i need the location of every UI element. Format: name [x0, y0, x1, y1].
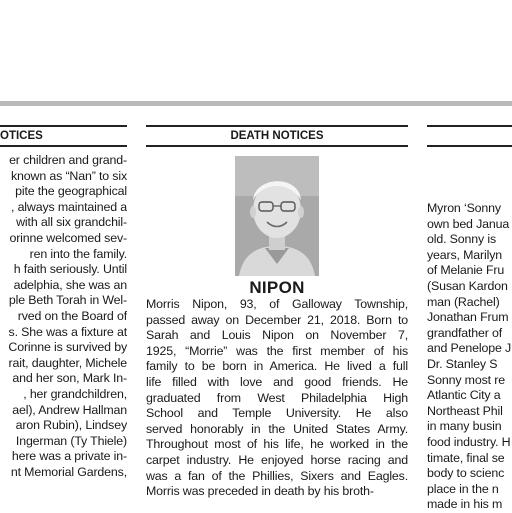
left-column-text-line: and her son, Mark In- — [12, 371, 127, 386]
right-column-text-line: man (Rachel) — [427, 294, 500, 309]
obituary-text-line: Morris was preceded in death by his broth- — [146, 484, 374, 499]
obituary-text-line: Sarah and Louis Nipon on November 7, — [146, 328, 408, 343]
obituary-text-line: passed away on December 21, 2018. Born to — [146, 312, 408, 327]
left-column — [0, 125, 127, 480]
obituary-text-line: family to be born in America. He lived a full — [146, 359, 408, 374]
right-column-text-line: old. Sonny is — [427, 232, 496, 247]
left-column-body — [0, 147, 127, 480]
obituary-text — [146, 297, 408, 500]
obituary-text-line: graduated from West Philadelphia High — [146, 390, 408, 405]
right-column-text-line: food industry. H — [427, 434, 511, 449]
right-column-text-line: (Susan Kardon — [427, 278, 508, 293]
left-column-text-line: h faith seriously. Until — [13, 262, 127, 277]
obituary-text-line: was a fan of the Phillies, Sixers and Eagles. — [146, 468, 408, 483]
left-column-text-line: orinne welcomed sev- — [9, 230, 127, 245]
left-column-text-line: pite the geographical — [15, 184, 127, 199]
left-column-text-line: Ingerman (Ty Thiele) — [15, 433, 127, 448]
obituary-text-line: carpet industry. He enjoyed horse racing and — [146, 452, 408, 467]
obituary-text-line: Morris Nipon, 93, of Galloway Township, — [146, 297, 408, 311]
right-column-text-line: grandfather of — [427, 325, 503, 340]
right-column-text-line: body to scienc — [427, 466, 505, 481]
right-column-text-line: Jonathan Frum — [427, 310, 509, 325]
right-column-header — [427, 125, 512, 147]
obituary-portrait-photo — [235, 156, 319, 276]
obituary-text-line: Throughout most of his life, he worked in the — [146, 437, 408, 452]
left-column-text-line: ple Beth Torah in Wel- — [8, 293, 127, 308]
right-column-text-line: own bed Janua — [427, 216, 510, 231]
right-column-text-line: Dr. Stanley S — [427, 356, 498, 371]
left-column-header: OTICES — [0, 125, 127, 147]
left-column-text-line: adelphia, she was an — [13, 277, 127, 292]
death-notices-header: DEATH NOTICES — [146, 125, 408, 147]
page-top-rule — [0, 101, 512, 106]
left-column-text-line: ael), Andrew Hallman — [12, 402, 127, 417]
left-column-text-line: , always maintained a — [10, 199, 127, 214]
right-column — [427, 125, 512, 513]
right-column-text-line: made in his m — [427, 497, 503, 512]
left-column-text-line: s. She was a fixture at — [8, 324, 127, 339]
left-column-text-line: ren into the family. — [29, 246, 127, 261]
left-column-text-line: here was a private in- — [11, 449, 127, 464]
obituary-text-line: life filled with love and good friends. He — [146, 374, 408, 389]
portrait-illustration — [235, 156, 319, 276]
right-column-text-line: and Penelope J — [427, 341, 512, 356]
right-column-text-line: of Melanie Fru — [427, 263, 505, 278]
left-column-text-line: Corinne is survived by — [8, 340, 127, 355]
left-column-text-line: rved on the Board of — [17, 308, 127, 323]
left-column-text-line: er children and grand- — [9, 153, 127, 167]
right-column-body — [427, 147, 512, 513]
right-column-text-line: Myron ‘Sonny — [427, 201, 501, 215]
left-column-text-line: , her grandchildren, — [23, 386, 127, 401]
right-column-text-line: timate, final se — [427, 450, 505, 465]
right-column-text-line: years, Marilyn — [427, 247, 503, 262]
left-column-text-line: rait, daughter, Michele — [8, 355, 127, 370]
obituary-text-line: 1925, “Morrie” was the first member of his — [146, 343, 408, 358]
right-column-text-line: Northeast Phil — [427, 403, 503, 418]
left-column-text-line: aron Rubin), Lindsey — [15, 418, 127, 433]
right-column-text-line: Atlantic City a — [427, 388, 501, 403]
obituary-text-line: School and Temple University. He also — [146, 406, 408, 421]
left-column-text-line: nt Memorial Gardens, — [10, 464, 127, 479]
right-column-text-line: place in the n — [427, 481, 499, 496]
obituary-text-line: served honorably in the United States Army. — [146, 421, 408, 436]
center-column — [146, 125, 408, 500]
right-column-text-line: in many busin — [427, 419, 502, 434]
left-column-text-line: with all six grandchil- — [16, 215, 127, 230]
left-column-text-line: known as “Nan” to six — [11, 168, 127, 183]
right-column-text-line: Sonny most re — [427, 372, 505, 387]
obituary-name: NIPON — [249, 278, 305, 297]
